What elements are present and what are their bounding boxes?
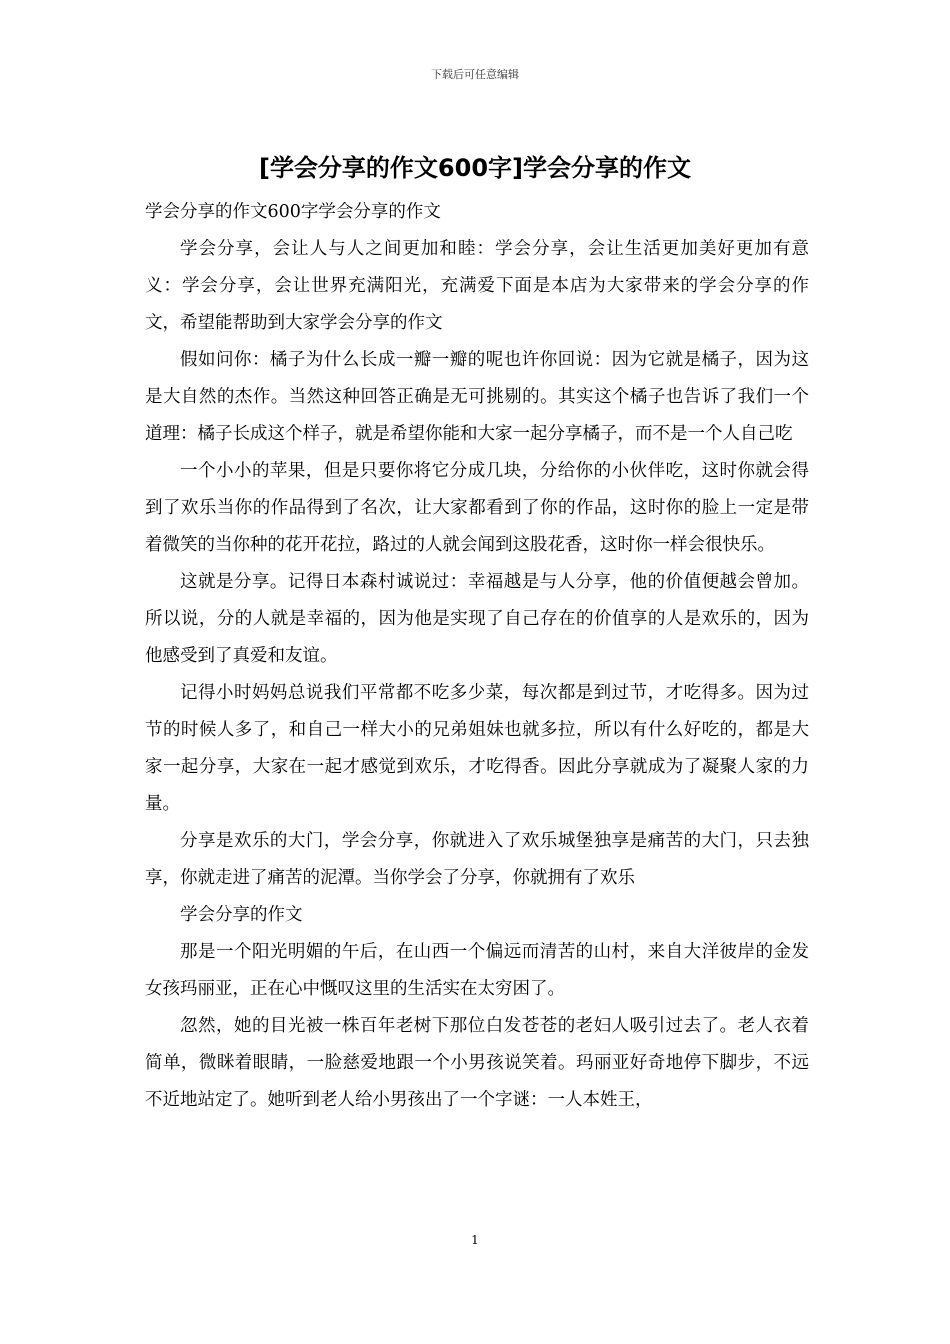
paragraph: 记得小时妈妈总说我们平常都不吃多少菜，每次都是到过节，才吃得多。因为过节的时候人多了，和自己一样大小的兄弟姐妹也就多拉，所以有什么好吃的，都是大家一起分享，大家在一起才感觉到欢乐，才吃得香。因此分享就成为了凝聚人家的力量。 xyxy=(145,683,809,814)
document-subtitle: 学会分享的作文600字学会分享的作文 xyxy=(145,202,441,222)
paragraph: 那是一个阳光明媚的午后，在山西一个偏远而清苦的山村，来自大洋彼岸的金发女孩玛丽亚，正在心中慨叹这里的生活实在太穷困了。 xyxy=(145,942,809,999)
paragraph: 分享是欢乐的大门，学会分享，你就进入了欢乐城堡独享是痛苦的大门，只去独享，你就走进了痛苦的泥潭。当你学会了分享，你就拥有了欢乐 xyxy=(145,831,809,888)
paragraph: 这就是分享。记得日本森村诚说过：幸福越是与人分享，他的价值便越会曾加。所以说，分的人就是幸福的，因为他是实现了自己存在的价值享的人是欢乐的，因为他感受到了真爱和友谊。 xyxy=(145,572,809,666)
paragraph: 学会分享，会让人与人之间更加和睦：学会分享，会让生活更加美好更加有意义：学会分享，会让世界充满阳光，充满爱下面是本店为大家带来的学会分享的作文，希望能帮助到大家学会分享的作文 xyxy=(145,239,809,333)
document-body xyxy=(145,194,809,1119)
section-heading: 学会分享的作文 xyxy=(180,905,303,925)
paragraph: 忽然，她的目光被一株百年老树下那位白发苍苍的老妇人吸引过去了。老人衣着简单，微眯着眼睛，一脸慈爱地跟一个小男孩说笑着。玛丽亚好奇地停下脚步，不远不近地站定了。她听到老人给小男孩出了一个字谜：一人本姓王， xyxy=(145,1016,809,1110)
paragraph: 假如问你：橘子为什么长成一瓣一瓣的呢也许你回说：因为它就是橘子，因为这是大自然的杰作。当然这种回答正确是无可挑剔的。其实这个橘子也告诉了我们一个道理：橘子长成这个样子，就是希望你能和大家一起分享橘子，而不是一个人自己吃 xyxy=(145,350,809,444)
page-header-note: 下载后可任意编辑 xyxy=(431,68,519,81)
document-title: [学会分享的作文600字]学会分享的作文 xyxy=(258,154,692,182)
page-number: 1 xyxy=(471,1233,479,1247)
paragraph: 一个小小的苹果，但是只要你将它分成几块，分给你的小伙伴吃，这时你就会得到了欢乐当你的作品得到了名次，让大家都看到了你的作品，这时你的脸上一定是带着微笑的当你种的花开花拉，路过的人就会闻到这股花香，这时你一样会很快乐。 xyxy=(145,461,809,555)
